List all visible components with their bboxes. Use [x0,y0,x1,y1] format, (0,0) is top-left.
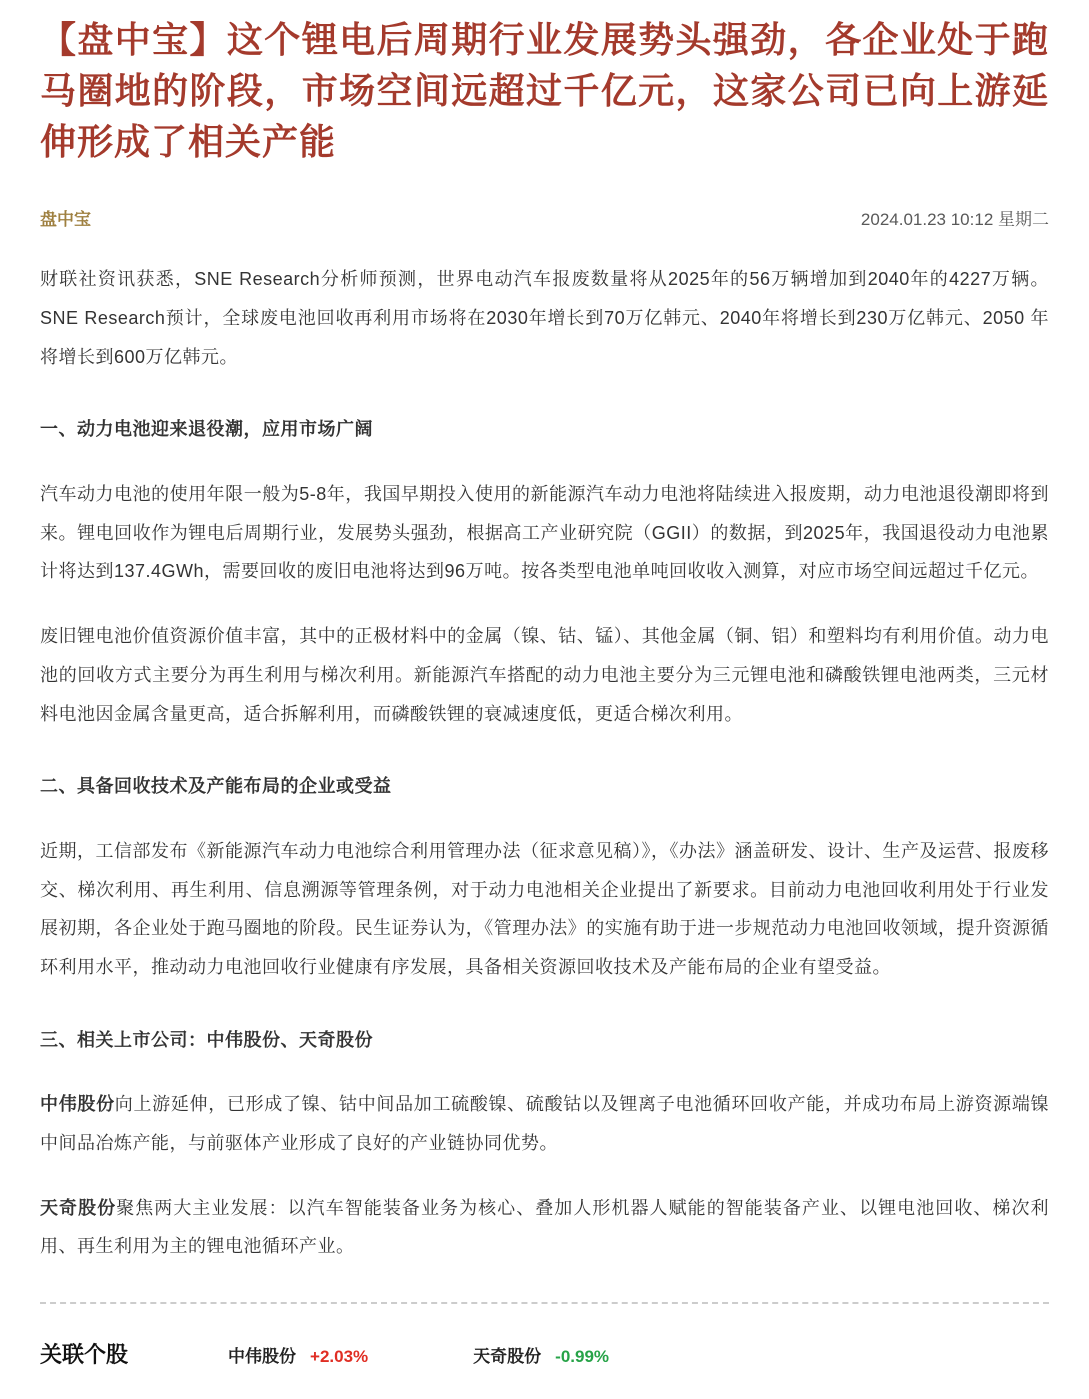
section-heading: 二、具备回收技术及产能布局的企业或受益 [40,776,392,797]
article-paragraph: 中伟股份向上游延伸，已形成了镍、钴中间品加工硫酸镍、硫酸钴以及锂离子电池循环回收产能，并成功布局上游资源端镍中间品冶炼产能，与前驱体产业形成了良好的产业链协同优势。 [40,1094,1050,1154]
stock-name: 中伟股份 [228,1347,297,1367]
stock-change: -0.99% [555,1347,610,1367]
stock-change: +2.03% [310,1347,369,1367]
article-title: 【盘中宝】这个锂电后周期行业发展势头强劲，各企业处于跑马圈地的阶段，市场空间远超过千亿元，这家公司已向上游延伸形成了相关产能 [40,19,1049,163]
article-paragraph: 财联社资讯获悉，SNE Research分析师预测，世界电动汽车报废数量将从2025年的56万辆增加到2040年的4227万辆。SNE Research预计，全球废电池回收再利用市场将在2030年增长到70万亿韩元、2040年将增长到230万亿韩元、2050 年将增长到600万亿韩元。 [40,269,1049,367]
article-paragraph: 近期，工信部发布《新能源汽车动力电池综合利用管理办法（征求意见稿）》，《办法》涵盖研发、设计、生产及运营、报废移交、梯次利用、再生利用、信息溯源等管理条例，对于动力电池相关企业提出了新要求。目前动力电池回收利用处于行业发展初期，各企业处于跑马圈地的阶段。民生证券认为，《管理办法》的实施有助于进一步规范动力电池回收领域，提升资源循环利用水平，推动动力电池回收行业健康有序发展，具备相关资源回收技术及产能布局的企业有望受益。 [40,840,1049,977]
publish-datetime: 2024.01.23 10:12 星期二 [860,210,1049,230]
source-link[interactable]: 盘中宝 [40,210,91,230]
section-heading: 一、动力电池迎来退役潮，应用市场广阔 [40,419,373,440]
byline [40,205,1049,230]
stock-item[interactable] [473,1342,609,1367]
stock-name: 天奇股份 [473,1347,542,1367]
article-paragraph: 废旧锂电池价值资源价值丰富，其中的正极材料中的金属（镍、钴、锰）、其他金属（铜、铝）和塑料均有利用价值。动力电池的回收方式主要分为再生利用与梯次利用。新能源汽车搭配的动力电池主要分为三元锂电池和磷酸铁锂电池两类，三元材料电池因金属含量更高，适合拆解利用，而磷酸铁锂的衰减速度低，更适合梯次利用。 [40,626,1049,724]
stock-item[interactable] [228,1342,368,1367]
stock-name-lead: 天奇股份 [40,1197,117,1218]
article-body [40,260,1049,1266]
section-heading: 三、相关上市公司：中伟股份、天奇股份 [40,1029,373,1050]
article-paragraph: 汽车动力电池的使用年限一般为5-8年，我国早期投入使用的新能源汽车动力电池将陆续进入报废期，动力电池退役潮即将到来。锂电回收作为锂电后周期行业，发展势头强劲，根据高工产业研究院（GGII）的数据，到2025年，我国退役动力电池累计将达到137.4GWh，需要回收的废旧电池将达到96万吨。按各类型电池单吨回收收入测算，对应市场空间远超过千亿元。 [40,484,1049,582]
stock-name-lead: 中伟股份 [40,1094,115,1115]
related-stocks-list [228,1342,609,1367]
article-paragraph: 天奇股份聚焦两大主业发展：以汽车智能装备业务为核心、叠加人形机器人赋能的智能装备产业、以锂电池回收、梯次利用、再生利用为主的锂电池循环产业。 [40,1197,1050,1257]
related-stocks-section [40,1338,1049,1369]
dashed-divider [40,1302,1049,1304]
related-stocks-label: 关联个股 [40,1342,129,1368]
